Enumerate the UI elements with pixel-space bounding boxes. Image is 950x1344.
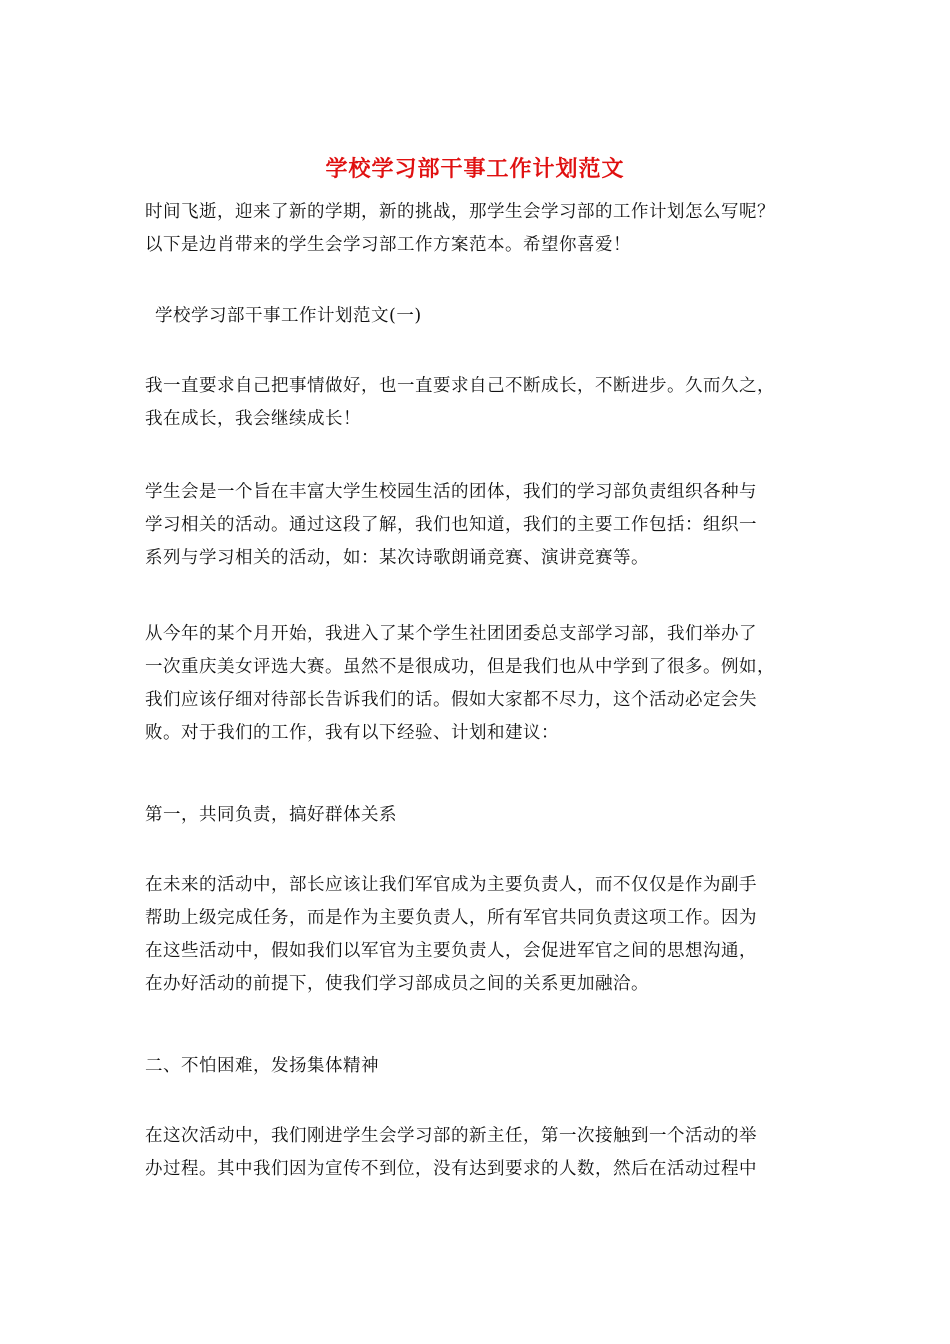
text-line: 学校学习部干事工作计划范文(一): [155, 306, 422, 326]
text-line: 系列与学习相关的活动，如：某次诗歌朗诵竞赛、演讲竞赛等。: [145, 548, 649, 568]
heading-point-one: [145, 799, 810, 832]
text-line: 从今年的某个月开始，我进入了某个学生社团团委总支部学习部，我们举办了: [145, 624, 757, 644]
paragraph-growth: [145, 370, 810, 436]
heading-point-two: [145, 1050, 810, 1083]
intro-paragraph: [145, 196, 810, 262]
text-line: 败。对于我们的工作，我有以下经验、计划和建议：: [145, 723, 559, 743]
paragraph-experience: [145, 618, 810, 750]
paragraph-responsibility: [145, 869, 810, 1001]
text-line: 二、不怕困难，发扬集体精神: [145, 1056, 379, 1076]
text-line: 时间飞逝，迎来了新的学期，新的挑战，那学生会学习部的工作计划怎么写呢？: [145, 202, 775, 222]
paragraph-activity: [145, 1120, 810, 1186]
text-line: 以下是边肖带来的学生会学习部工作方案范本。希望你喜爱！: [145, 235, 631, 255]
text-line: 第一，共同负责，搞好群体关系: [145, 805, 397, 825]
text-line: 在这次活动中，我们刚进学生会学习部的新主任，第一次接触到一个活动的举: [145, 1126, 757, 1146]
section-subtitle: [155, 300, 820, 333]
text-line: 我们应该仔细对待部长告诉我们的话。假如大家都不尽力，这个活动必定会失: [145, 690, 757, 710]
text-line: 我一直要求自己把事情做好，也一直要求自己不断成长，不断进步。久而久之，: [145, 376, 775, 396]
text-line: 一次重庆美女评选大赛。虽然不是很成功，但是我们也从中学到了很多。例如，: [145, 657, 775, 677]
text-line: 在办好活动的前提下，使我们学习部成员之间的关系更加融洽。: [145, 974, 649, 994]
text-line: 学生会是一个旨在丰富大学生校园生活的团体，我们的学习部负责组织各种与: [145, 482, 757, 502]
text-line: 在这些活动中，假如我们以军官为主要负责人，会促进军官之间的思想沟通，: [145, 941, 757, 961]
text-line: 办过程。其中我们因为宣传不到位，没有达到要求的人数，然后在活动过程中: [145, 1159, 757, 1179]
document-title: 学校学习部干事工作计划范文: [325, 156, 625, 182]
text-line: 帮助上级完成任务，而是作为主要负责人，所有军官共同负责这项工作。因为: [145, 908, 757, 928]
text-line: 在未来的活动中，部长应该让我们军官成为主要负责人，而不仅仅是作为副手: [145, 875, 757, 895]
paragraph-student-union: [145, 476, 810, 575]
text-line: 学习相关的活动。通过这段了解，我们也知道，我们的主要工作包括：组织一: [145, 515, 757, 535]
text-line: 我在成长，我会继续成长！: [145, 409, 361, 429]
